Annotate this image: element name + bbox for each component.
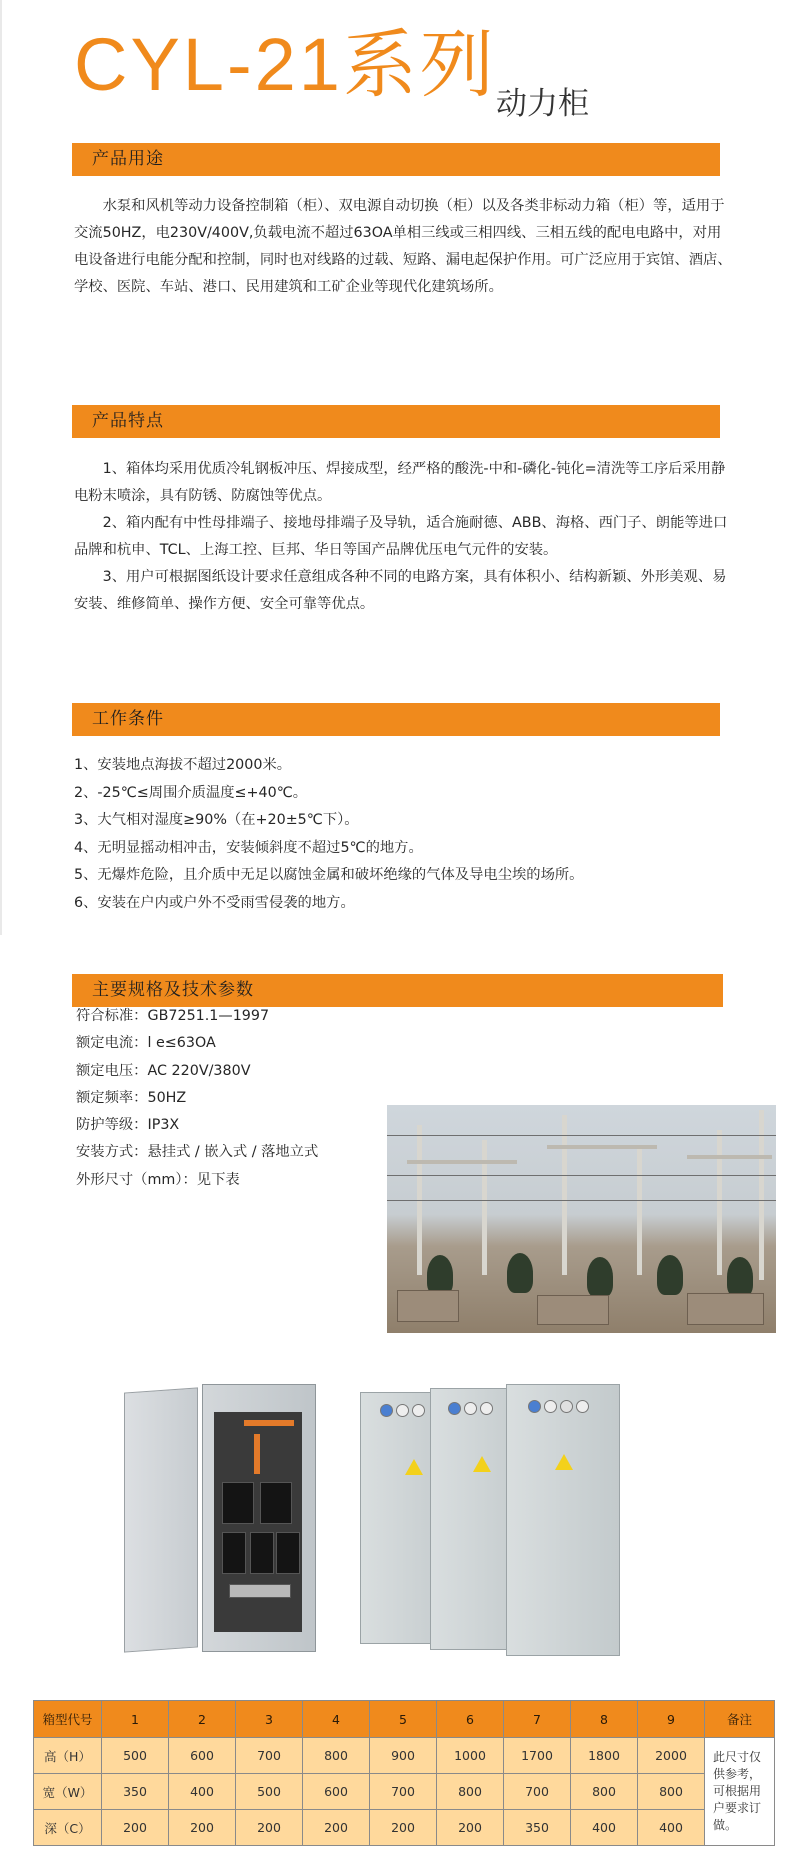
table-header-cell: 2	[169, 1701, 236, 1738]
section-heading-conditions: 工作条件	[72, 703, 720, 736]
condition-item: 2、-25℃≤周围介质温度≤+40℃。	[74, 784, 308, 801]
conditions-list	[74, 752, 734, 917]
tree	[587, 1257, 613, 1297]
cross-beam	[407, 1160, 517, 1164]
table-header-cell: 1	[102, 1701, 169, 1738]
circuit-breaker	[276, 1532, 300, 1574]
section-heading-specs: 主要规格及技术参数	[72, 974, 723, 1007]
table-cell: 1000	[437, 1738, 504, 1774]
table-header-cell: 5	[370, 1701, 437, 1738]
cabinet-panel	[506, 1384, 620, 1656]
busbar	[244, 1420, 294, 1426]
table-cell: 700	[504, 1774, 571, 1810]
spec-item: 防护等级：IP3X	[76, 1117, 180, 1134]
pole	[637, 1145, 642, 1275]
cabinet-door	[124, 1387, 198, 1652]
table-row	[34, 1774, 775, 1810]
table-cell: 350	[504, 1810, 571, 1846]
pole	[562, 1115, 567, 1275]
table-row-label: 深（C）	[34, 1810, 102, 1846]
tree	[727, 1257, 753, 1297]
left-margin-rule	[0, 0, 2, 935]
table-cell: 200	[370, 1810, 437, 1846]
table-cell: 500	[102, 1738, 169, 1774]
table-cell: 200	[102, 1810, 169, 1846]
tree	[657, 1255, 683, 1295]
table-cell: 600	[303, 1774, 370, 1810]
page-title: CYL-21系列	[74, 23, 497, 106]
busbar	[254, 1434, 260, 1474]
table-row	[34, 1738, 775, 1774]
usage-text-block	[74, 193, 734, 301]
table-cell: 200	[169, 1810, 236, 1846]
table-note: 此尺寸仅供参考，可根据用户要求订做。	[705, 1738, 775, 1846]
condition-item: 4、无明显摇动相冲击，安装倾斜度不超过5℃的地方。	[74, 839, 423, 856]
feature-item: 2、箱内配有中性母排端子、接地母排端子及导轨，适合施耐德、ABB、海格、西门子、朗能等进口品牌和杭申、TCL、上海工控、巨邦、华日等国产品牌优压电气元件的安装。	[74, 515, 728, 558]
condition-item: 5、无爆炸危险，且介质中无足以腐蚀金属和破坏绝缘的气体及导电尘埃的场所。	[74, 867, 584, 883]
table-cell: 700	[236, 1738, 303, 1774]
table-header-cell: 备注	[705, 1701, 775, 1738]
table-cell: 200	[437, 1810, 504, 1846]
table-row-label: 宽（W）	[34, 1774, 102, 1810]
table-header-cell: 7	[504, 1701, 571, 1738]
power-line	[387, 1135, 776, 1136]
feature-item: 3、用户可根据图纸设计要求任意组成各种不同的电路方案，具有体积小、结构新颖、外形美观、易安装、维修简单、操作方便、安全可靠等优点。	[74, 569, 727, 612]
power-line	[387, 1175, 776, 1176]
table-cell: 600	[169, 1738, 236, 1774]
table-cell: 2000	[638, 1738, 705, 1774]
table-cell: 1800	[571, 1738, 638, 1774]
table-cell: 350	[102, 1774, 169, 1810]
spec-item: 外形尺寸（mm）：见下表	[76, 1171, 240, 1188]
table-cell: 800	[303, 1738, 370, 1774]
power-line	[387, 1200, 776, 1201]
spec-item: 额定电压：AC 220V/380V	[76, 1062, 251, 1079]
usage-paragraph: 水泵和风机等动力设备控制箱（柜）、双电源自动切换（柜）以及各类非标动力箱（柜）等，适用于交流50HZ，电230V/400V,负载电流不超过63OA单相三线或三相四线、三相五线的配电电路中，对用电设备进行电能分配和控制，同时也对线路的过载、短路、漏电起保护作用。可广泛应用于宾馆、酒店、学校、医院、车站、港口、民用建筑和工矿企业等现代化建筑场所。	[74, 198, 732, 295]
table-header-cell: 8	[571, 1701, 638, 1738]
condition-item: 3、大气相对湿度≥90%（在+20±5℃下）。	[74, 812, 359, 828]
table-header-row	[34, 1701, 775, 1738]
three-power-cabinets-photo	[360, 1384, 642, 1660]
substation-photo	[387, 1105, 776, 1333]
table-cell: 700	[370, 1774, 437, 1810]
page-subtitle: 动力柜	[496, 86, 589, 122]
table-cell: 800	[571, 1774, 638, 1810]
warning-sign-icon	[555, 1454, 573, 1470]
table-header-cell: 6	[437, 1701, 504, 1738]
table-cell: 200	[303, 1810, 370, 1846]
table-row-label: 高（H）	[34, 1738, 102, 1774]
table-cell: 400	[638, 1810, 705, 1846]
tree	[427, 1255, 453, 1295]
condition-item: 1、安装地点海拔不超过2000米。	[74, 757, 292, 773]
table-cell: 400	[571, 1810, 638, 1846]
specs-list	[76, 1003, 318, 1194]
cross-beam	[547, 1145, 657, 1149]
table-header-cell: 3	[236, 1701, 303, 1738]
section-heading-usage: 产品用途	[72, 143, 720, 176]
spec-item: 符合标准：GB7251.1—1997	[76, 1008, 270, 1024]
cabinet-size-table	[33, 1700, 775, 1846]
circuit-breaker	[222, 1482, 254, 1524]
open-power-cabinet-photo	[104, 1372, 320, 1655]
pole	[717, 1130, 722, 1275]
table-cell: 500	[236, 1774, 303, 1810]
warning-sign-icon	[405, 1459, 423, 1475]
spec-item: 安装方式：悬挂式 / 嵌入式 / 落地立式	[76, 1144, 319, 1161]
terminal-block	[229, 1584, 291, 1598]
section-heading-features: 产品特点	[72, 405, 720, 438]
table-header-cell: 4	[303, 1701, 370, 1738]
table-cell: 800	[437, 1774, 504, 1810]
table-cell: 800	[638, 1774, 705, 1810]
transformer	[397, 1290, 459, 1322]
transformer	[687, 1293, 764, 1325]
circuit-breaker	[260, 1482, 292, 1524]
circuit-breaker	[222, 1532, 246, 1574]
table-row	[34, 1810, 775, 1846]
features-text-block	[74, 456, 734, 618]
table-cell: 200	[236, 1810, 303, 1846]
table-cell: 400	[169, 1774, 236, 1810]
table-cell: 1700	[504, 1738, 571, 1774]
spec-item: 额定频率：50HZ	[76, 1089, 187, 1106]
circuit-breaker	[250, 1532, 274, 1574]
table-header-cell: 9	[638, 1701, 705, 1738]
table-cell: 900	[370, 1738, 437, 1774]
tree	[507, 1253, 533, 1293]
feature-item: 1、箱体均采用优质冷轧钢板冲压、焊接成型，经严格的酸洗-中和-磷化-钝化=清洗等工序后采用静电粉末喷涂，具有防锈、防腐蚀等优点。	[74, 461, 726, 504]
spec-item: 额定电流：l e≤63OA	[76, 1035, 216, 1052]
cross-beam	[687, 1155, 772, 1159]
condition-item: 6、安装在户内或户外不受雨雪侵袭的地方。	[74, 894, 355, 911]
table-header-cell: 箱型代号	[34, 1701, 102, 1738]
transformer	[537, 1295, 609, 1325]
warning-sign-icon	[473, 1456, 491, 1472]
